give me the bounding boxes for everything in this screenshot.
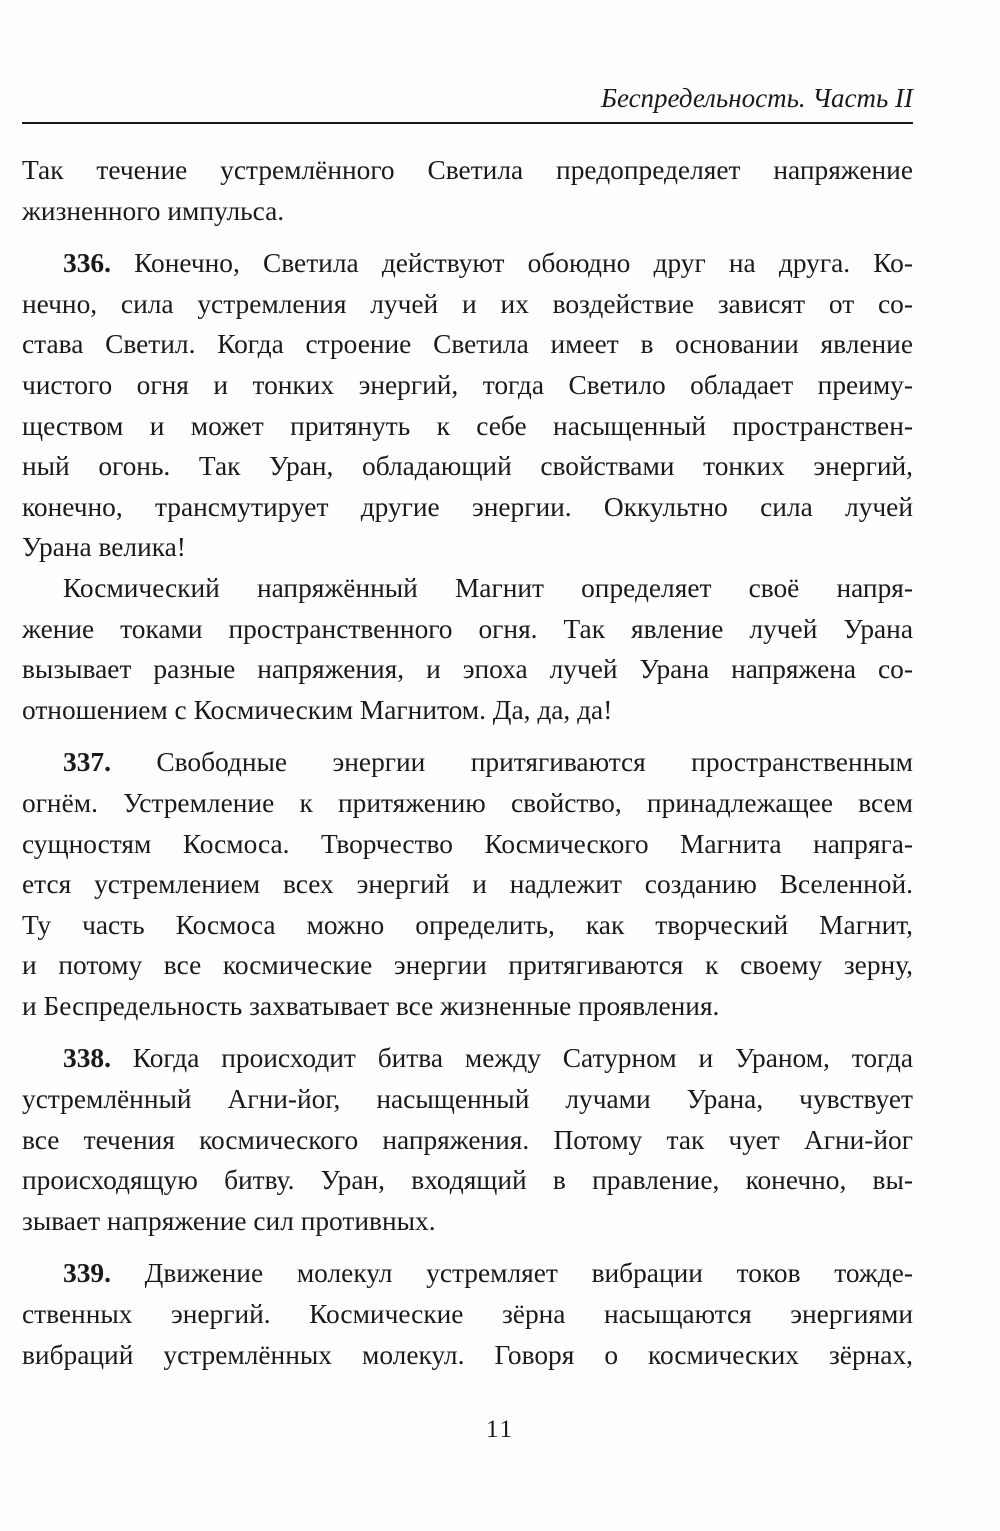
text-line: и потому все космические энергии притягиваются к своему зерну, xyxy=(22,950,913,981)
text-line: нечно, сила устремления лучей и их воздействие зависят от со- xyxy=(22,288,913,319)
paragraph-337 xyxy=(22,742,913,1026)
text-line: жизненного импульса. xyxy=(22,195,285,226)
text-line xyxy=(22,1253,913,1294)
text-line: Ту часть Космоса можно определить, как творческий Магнит, xyxy=(22,909,913,940)
text-line: происходящую битву. Уран, входящий в правление, конечно, вы- xyxy=(22,1165,913,1196)
text-line: конечно, трансмутирует другие энергии. Оккультно сила лучей xyxy=(22,491,913,522)
text-line: отношением с Космическим Магнитом. Да, да, да! xyxy=(22,694,613,725)
paragraph xyxy=(22,150,913,231)
text-line: Так течение устремлённого Светила предопределяет напряжение xyxy=(22,155,913,185)
text-line: сущностям Космоса. Творчество Космического Магнита напряга- xyxy=(22,828,913,859)
text-line: ный огонь. Так Уран, обладающий свойствами тонких энергий, xyxy=(22,451,913,482)
text-line: ственных энергий. Космические зёрна насыщаются энергиями xyxy=(22,1299,913,1330)
text-line: ется устремлением всех энергий и надлежит созданию Вселенной. xyxy=(22,869,913,900)
text-line-content: Свободные энергии притягиваются пространственным xyxy=(110,747,913,778)
text-line: и Беспредельность захватывает все жизненные проявления. xyxy=(22,990,720,1021)
text-line: жение токами пространственного огня. Так явление лучей Урана xyxy=(22,613,913,644)
text-line-content: Когда происходит битва между Сатурном и Ураном, тогда xyxy=(110,1043,913,1074)
text-line: ществом и может притянуть к себе насыщенный пространствен- xyxy=(22,410,913,441)
paragraph-number: 336. xyxy=(63,248,111,279)
paragraph xyxy=(22,568,913,730)
text-line: огнём. Устремление к притяжению свойство, принадлежащее всем xyxy=(22,787,913,818)
text-line: чистого огня и тонких энергий, тогда Светило обладает преиму- xyxy=(22,369,913,400)
text-line-content: Движение молекул устремляет вибрации токов тожде- xyxy=(110,1258,913,1289)
running-header xyxy=(22,78,913,126)
text-line: зывает напряжение сил противных. xyxy=(22,1205,436,1236)
text-line: устремлённый Агни-йог, насыщенный лучами Урана, чувствует xyxy=(22,1084,913,1115)
header-rule xyxy=(22,122,913,124)
text-line: вибраций устремлённых молекул. Говоря о космических зёрнах, xyxy=(22,1339,913,1370)
paragraph-number: 338. xyxy=(63,1043,111,1074)
paragraph-number: 337. xyxy=(63,747,111,778)
text-line xyxy=(22,243,913,284)
paragraph-338 xyxy=(22,1038,913,1241)
text-line-content: Конечно, Светила действуют обоюдно друг на друга. Ко- xyxy=(110,248,913,279)
text-line xyxy=(22,742,913,783)
paragraph-336 xyxy=(22,243,913,568)
paragraph-339 xyxy=(22,1253,913,1375)
text-line: все течения космического напряжения. Потому так чует Агни-йог xyxy=(22,1124,913,1155)
body-text xyxy=(22,150,913,1375)
text-line: вызывает разные напряжения, и эпоха лучей Урана напряжена со- xyxy=(22,654,913,685)
paragraph-number: 339. xyxy=(63,1258,111,1289)
page-number: 11 xyxy=(485,1416,515,1443)
running-title: Беспредельность. Часть II xyxy=(601,83,913,113)
text-line: Урана велика! xyxy=(22,532,186,563)
text-line: става Светил. Когда строение Светила имеет в основании явление xyxy=(22,329,913,360)
text-line: Космический напряжённый Магнит определяет своё напря- xyxy=(63,572,913,603)
text-line xyxy=(22,1038,913,1079)
